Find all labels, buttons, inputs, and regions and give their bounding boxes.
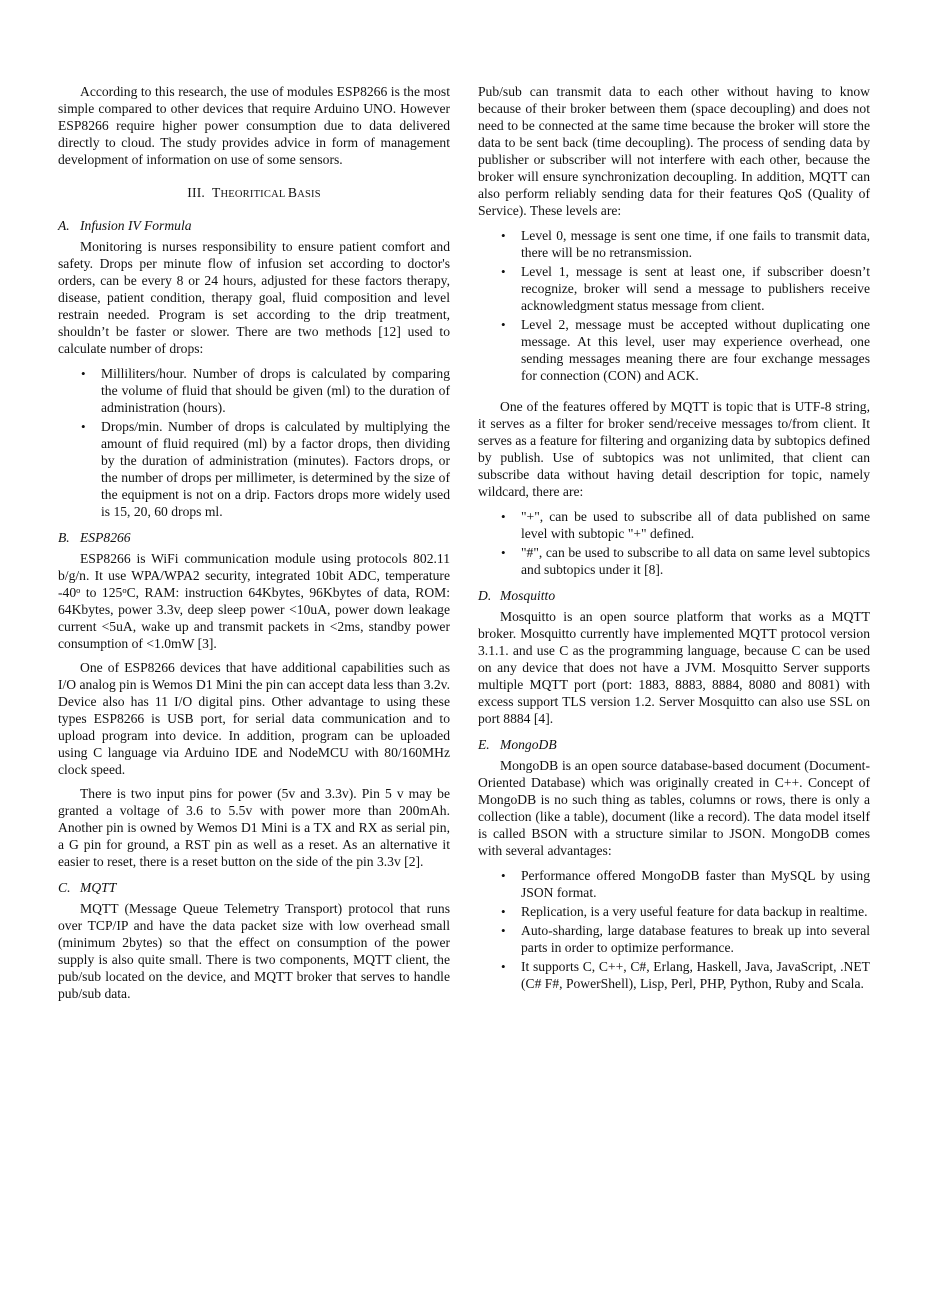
list-item: • Milliliters/hour. Number of drops is calculated by comparing the volume of fluid that should be given (ml) to the duration of administration (hours). — [81, 366, 450, 415]
esp8266-paragraph-3: There is two input pins for power (5v and 3.3v). Pin 5 v may be granted a voltage of 3.6 to 5.5v with power more than 200mAh. Another pin is owned by Wemos D1 Mini is a TX and RX as serial pin, a G pin for ground, a RST pin as well as a reset. As an alternative it easier to reset, there is a reset button on the side of the pin 3.3v [2]. — [58, 786, 450, 869]
bullet-icon: • — [501, 923, 506, 938]
mosquitto-paragraph: Mosquitto is an open source platform that works as a MQTT broker. Mosquitto currently have implemented MQTT protocol version 3.1.1. and use C as the programming language, because C can be used on any device that does not have a JVM. Mosquitto Server supports multiple MQTT port (port: 1883, 8883, 8884, 8080 and 8081) with excess support TLS version 1.2. Server Mosquitto can also use SSL on port 8884 [4]. — [478, 609, 870, 726]
infusion-method-list — [58, 365, 450, 520]
bullet-icon: • — [501, 904, 506, 919]
esp8266-paragraph-1: ESP8266 is WiFi communication module using protocols 802.11 b/g/n. It use WPA/WPA2 security, integrated 10bit ADC, temperature -40$^o$ to 125$^o$C, RAM: instruction 64Kbytes, 96Kbytes of data, ROM: 64Kbytes, power 3.3v, deep sleep power <10uA, power down leakage current <5uA, wake up and transmit packets in <2ms, standby power consumption of <1.0mW [3]. — [58, 551, 450, 651]
list-item: • Replication, is a very useful feature for data backup in realtime. — [501, 904, 868, 919]
bullet-icon: • — [501, 509, 506, 524]
section-heading-theoretical-basis: III. THEORITICAL BASIS — [187, 185, 321, 200]
list-item: • Performance offered MongoDB faster than MySQL by using JSON format. — [501, 868, 870, 900]
bullet-icon: • — [81, 366, 86, 381]
qos-level-list — [478, 227, 870, 384]
list-item: • Level 1, message is sent at least one, if subscriber doesn’t recognize, broker will send a message to publishers receive acknowledgment status message from client. — [501, 264, 870, 313]
subsection-heading-mosquitto: D. Mosquitto — [478, 588, 556, 603]
bullet-icon: • — [501, 868, 506, 883]
mongodb-advantage-list — [478, 867, 870, 992]
subsection-heading-mqtt: C. MQTT — [58, 880, 117, 895]
mqtt-continued-paragraph: Pub/sub can transmit data to each other without having to know because of their broker between them (space decoupling) and does not need to be connected at the same time because the broker will store the data to be sent back (time decoupling). The process of sending data by publisher or subscriber will not interfere with each other, because the broker will ensure synchronization decoupling. In addition, MQTT can also perform reliably sending data for their features QoS (Quality of Service). These levels are: — [478, 84, 870, 218]
left-column — [58, 83, 450, 1009]
esp8266-paragraph-2: One of ESP8266 devices that have additional capabilities such as I/O analog pin is Wemos D1 Mini the pin can accept data less than 3.2v. Device also has 11 I/O digital pins. Other advantage to using these types ESP8266 is USB port, for serial data communication and to upload program into device. In addition, program can be uploaded using C language via Arduino IDE and NodeMCU with 80/160MHz clock speed. — [58, 660, 450, 777]
subsection-heading-mongodb: E. MongoDB — [478, 737, 557, 752]
list-item: • Auto-sharding, large database features to break up into several parts in order to optimize performance. — [501, 923, 870, 955]
list-item: • "#", can be used to subscribe to all data on same level subtopics and subtopics under it [8]. — [501, 545, 870, 577]
list-item: • It supports C, C++, C#, Erlang, Haskell, Java, JavaScript, .NET (C# F#, PowerShell), Lisp, Perl, PHP, Python, Ruby and Scala. — [501, 959, 870, 991]
mongodb-paragraph: MongoDB is an open source database-based document (Document-Oriented Database) which was originally created in C++. Concept of MongoDB is no such thing as tables, columns or rows, there is only a collection (like a table), document (like a record). The data model itself is called BSON with a structure similar to JSON. MongoDB comes with several advantages: — [478, 758, 870, 858]
wildcard-list — [478, 508, 870, 578]
list-item: • Level 0, message is sent one time, if one fails to transmit data, there will be no retransmission. — [501, 228, 870, 260]
bullet-icon: • — [501, 545, 506, 560]
right-column — [478, 83, 870, 1001]
subsection-heading-esp8266: B. ESP8266 — [58, 530, 131, 545]
bullet-icon: • — [501, 228, 506, 243]
intro-paragraph: According to this research, the use of modules ESP8266 is the most simple compared to other devices that require Arduino UNO. However ESP8266 require higher power consumption due to data delivered directly to cloud. The study provides advice in form of management development of information on use of some sensors. — [58, 84, 450, 167]
list-item: • "+", can be used to subscribe all of data published on same level with subtopic "+" defined. — [501, 509, 870, 541]
mqtt-paragraph: MQTT (Message Queue Telemetry Transport) protocol that runs over TCP/IP and have the data packet size with low overhead small (minimum 2bytes) so that the effect on consumption of the power supply is also quite small. There is two components, MQTT client, the pub/sub located on the device, and MQTT broker that serves to handle pub/sub data. — [58, 901, 450, 1001]
subsection-heading-infusion: A. Infusion IV Formula — [58, 218, 192, 233]
list-item: • Drops/min. Number of drops is calculated by multiplying the amount of fluid required (ml) by a factor drops, then dividing by the duration of administration (minutes). Factors drops, or the number of drops per millimeter, is determined by the size of the equipment is not on a drip. Factors drops more widely used is 15, 20, 60 drops ml. — [81, 419, 450, 519]
bullet-icon: • — [81, 419, 86, 434]
bullet-icon: • — [501, 317, 506, 332]
topic-paragraph: One of the features offered by MQTT is topic that is UTF-8 string, it serves as a filter for broker send/receive messages to/from client. It serves as a feature for filtering and organizing data by subtopics defined by publish. Use of subtopics was not unlimited, that client can subscribe data without having detail description for topic, namely wildcard, there are: — [478, 399, 870, 499]
infusion-paragraph: Monitoring is nurses responsibility to ensure patient comfort and safety. Drops per minute flow of infusion set according to doctor's orders, can be every 8 or 24 hours, adjusted for these factors therapy, disease, patient condition, therapy goal, fluid composition and level restrain needed. Program is set according to the drip treatment, shouldn’t be faster or slower. There are two methods [12] used to calculate number of drops: — [58, 239, 450, 356]
list-item: • Level 2, message must be accepted without duplicating one message. At this level, user may experience overhead, one sending messages meaning there are four exchange messages for connection (CON) and ACK. — [501, 317, 870, 383]
bullet-icon: • — [501, 959, 506, 974]
bullet-icon: • — [501, 264, 506, 279]
